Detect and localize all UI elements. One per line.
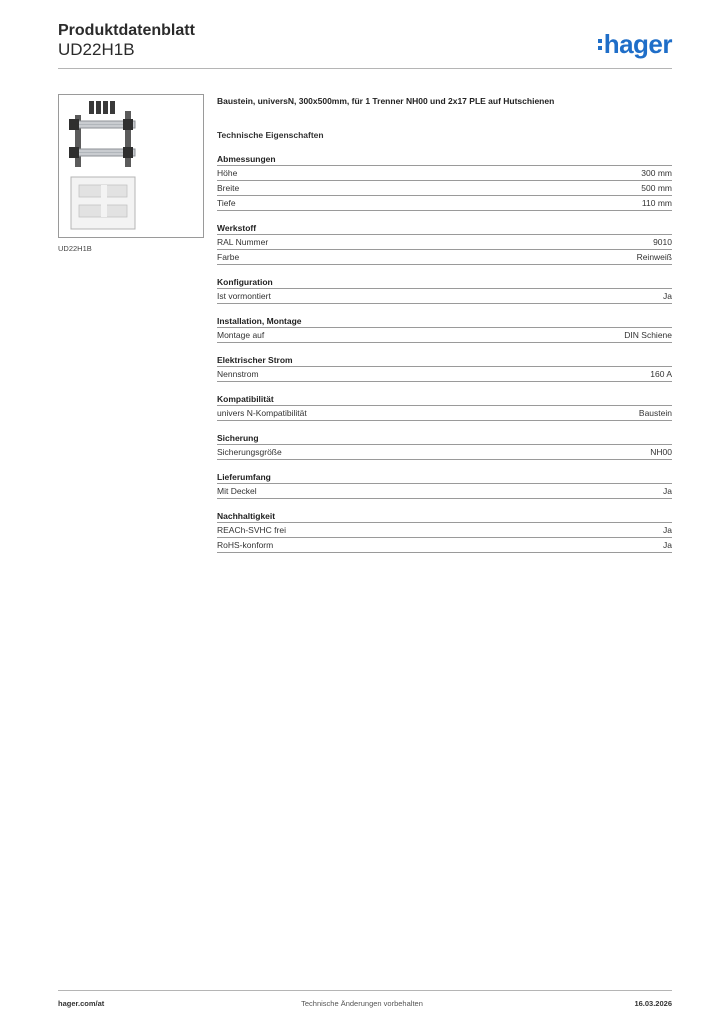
spec-section-title: Lieferumfang bbox=[217, 472, 271, 482]
spec-label: RAL Nummer bbox=[217, 237, 269, 247]
spec-value: DIN Schiene bbox=[624, 330, 672, 340]
spec-section-title: Installation, Montage bbox=[217, 316, 302, 326]
product-description: Baustein, universN, 300x500mm, für 1 Trenner NH00 und 2x17 PLE auf Hutschienen bbox=[217, 96, 555, 106]
spec-row bbox=[217, 483, 672, 499]
spec-section bbox=[217, 471, 672, 499]
spec-label: Nennstrom bbox=[217, 369, 259, 379]
spec-label: Tiefe bbox=[217, 198, 236, 208]
spec-section-title: Nachhaltigkeit bbox=[217, 511, 276, 521]
product-code: UD22H1B bbox=[58, 40, 135, 59]
product-image bbox=[65, 99, 197, 233]
spec-value: 160 A bbox=[650, 369, 672, 379]
footer-disclaimer: Technische Änderungen vorbehalten bbox=[301, 999, 423, 1008]
spec-section bbox=[217, 510, 672, 553]
spec-section bbox=[217, 393, 672, 421]
spec-label: Farbe bbox=[217, 252, 240, 262]
spec-value: Ja bbox=[663, 540, 672, 550]
spec-row bbox=[217, 234, 672, 249]
spec-section bbox=[217, 354, 672, 382]
spec-section bbox=[217, 222, 672, 265]
spec-label: REACh-SVHC frei bbox=[217, 525, 286, 535]
spec-label: univers N-Kompatibilität bbox=[217, 408, 307, 418]
spec-value: 110 mm bbox=[641, 198, 672, 208]
spec-section-title: Kompatibilität bbox=[217, 394, 274, 404]
spec-row bbox=[217, 444, 672, 460]
spec-section bbox=[217, 432, 672, 460]
spec-value: NH00 bbox=[650, 447, 672, 457]
footer-website-link[interactable]: hager.com/at bbox=[58, 999, 105, 1008]
page-header bbox=[58, 22, 672, 68]
spec-section-title: Abmessungen bbox=[217, 154, 276, 164]
spec-row bbox=[217, 165, 672, 180]
spec-section-title: Konfiguration bbox=[217, 277, 273, 287]
spec-section bbox=[217, 153, 672, 211]
product-specs bbox=[217, 96, 672, 553]
spec-section bbox=[217, 315, 672, 343]
spec-row bbox=[217, 249, 672, 265]
spec-section-title: Elektrischer Strom bbox=[217, 355, 293, 365]
product-image-caption: UD22H1B bbox=[58, 244, 92, 253]
spec-section bbox=[217, 276, 672, 304]
header-divider bbox=[58, 68, 672, 69]
spec-value: 300 mm bbox=[641, 168, 672, 178]
spec-row bbox=[217, 195, 672, 211]
spec-label: Mit Deckel bbox=[217, 486, 257, 496]
spec-value: 500 mm bbox=[641, 183, 672, 193]
spec-label: Höhe bbox=[217, 168, 238, 178]
spec-row bbox=[217, 366, 672, 382]
spec-value: 9010 bbox=[653, 237, 672, 247]
hager-logo bbox=[598, 30, 672, 58]
spec-row bbox=[217, 288, 672, 304]
spec-row bbox=[217, 537, 672, 553]
spec-row bbox=[217, 180, 672, 195]
footer-date: 16.03.2026 bbox=[634, 999, 672, 1008]
spec-value: Ja bbox=[663, 486, 672, 496]
spec-row bbox=[217, 405, 672, 421]
spec-value: Ja bbox=[663, 291, 672, 301]
logo-wordmark: hager bbox=[603, 29, 672, 59]
spec-section-title: Sicherung bbox=[217, 433, 259, 443]
tech-properties-heading: Technische Eigenschaften bbox=[217, 130, 324, 140]
spec-row bbox=[217, 327, 672, 343]
spec-value: Ja bbox=[663, 525, 672, 535]
spec-value: Baustein bbox=[638, 408, 672, 418]
spec-row bbox=[217, 522, 672, 537]
spec-section-title: Werkstoff bbox=[217, 223, 257, 233]
spec-label: Breite bbox=[217, 183, 240, 193]
spec-label: Ist vormontiert bbox=[217, 291, 271, 301]
footer-divider bbox=[58, 990, 672, 991]
spec-label: RoHS-konform bbox=[217, 540, 274, 550]
spec-label: Montage auf bbox=[217, 330, 265, 340]
spec-label: Sicherungsgröße bbox=[217, 447, 282, 457]
page-title: Produktdatenblatt bbox=[58, 22, 195, 39]
spec-sections bbox=[217, 153, 672, 553]
product-image-frame bbox=[58, 94, 204, 238]
spec-value: Reinweiß bbox=[636, 252, 672, 262]
logo-dots-icon bbox=[598, 39, 602, 53]
